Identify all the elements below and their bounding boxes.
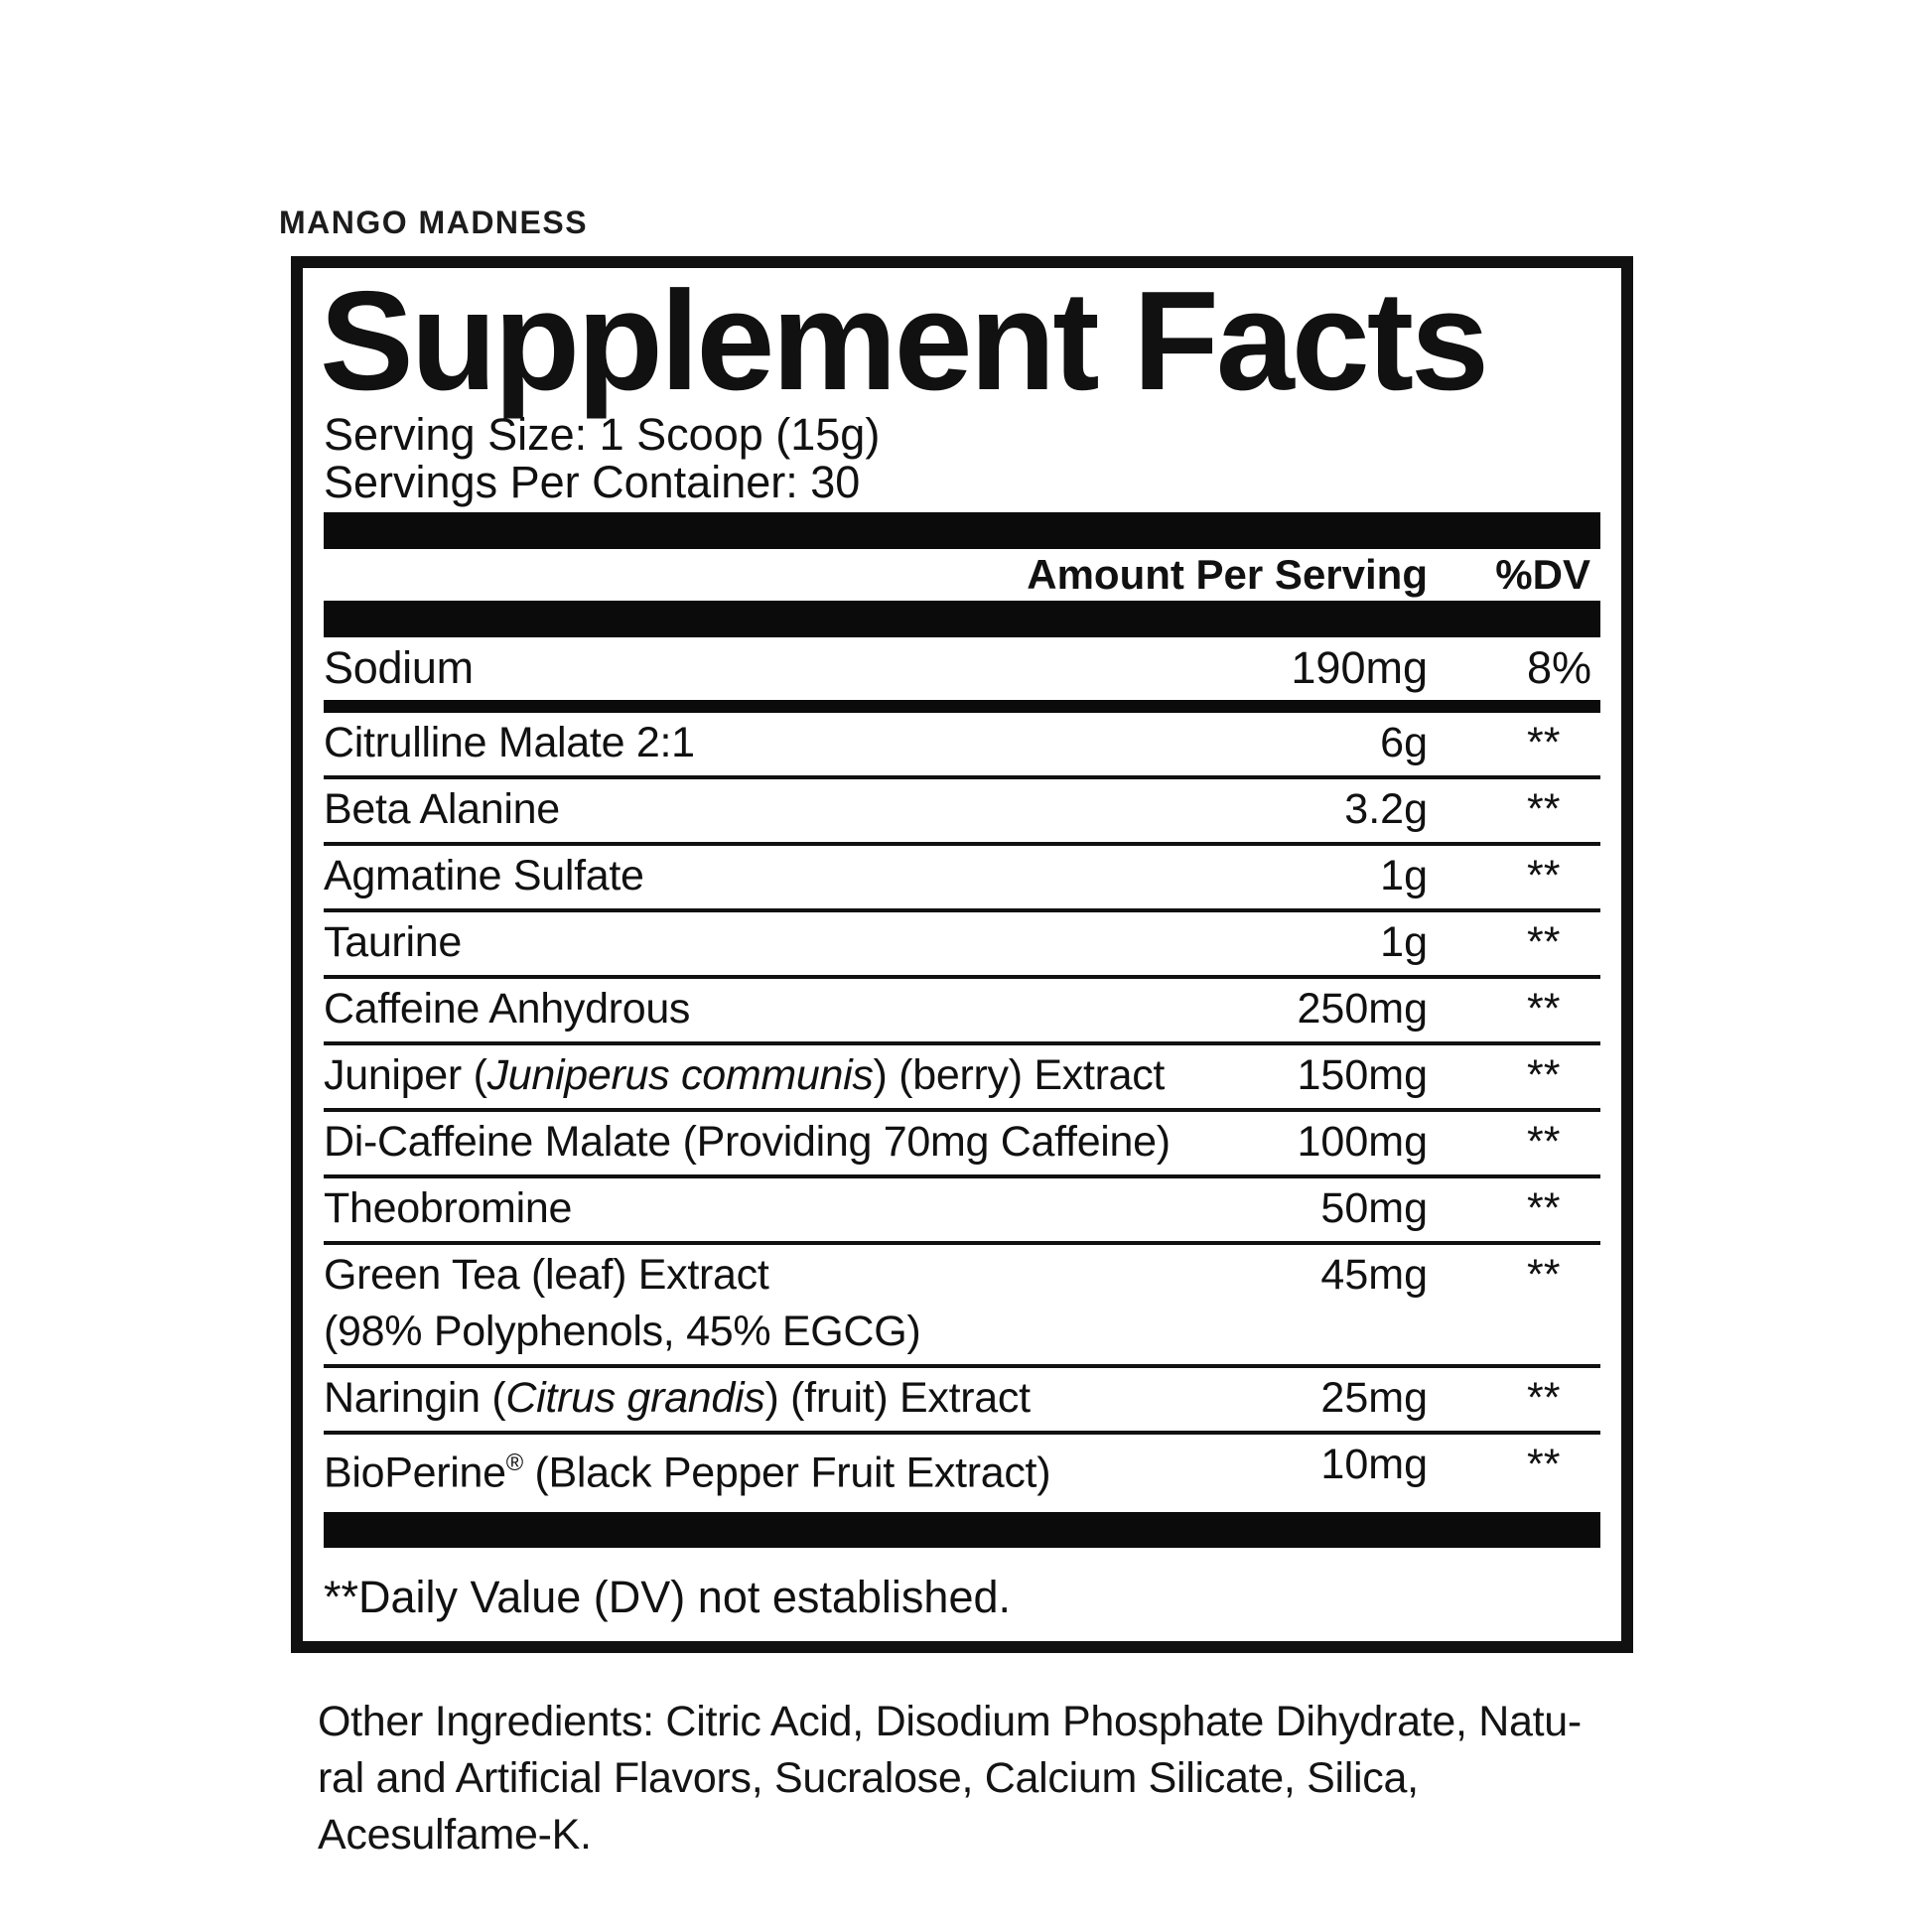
divider-bar-bottom [324, 1512, 1600, 1548]
ingredient-dv: 8% [1527, 642, 1592, 694]
ingredient-dv: ** [1527, 1441, 1561, 1489]
ingredient-amount: 190mg [1291, 642, 1428, 694]
divider-bar-header [324, 601, 1600, 637]
ingredient-name: BioPerine® (Black Pepper Fruit Extract) [324, 1449, 1051, 1497]
ingredient-dv: ** [1527, 1118, 1561, 1167]
ingredient-amount: 100mg [1297, 1118, 1428, 1167]
ingredient-amount: 150mg [1297, 1051, 1428, 1100]
ingredient-dv: ** [1527, 1051, 1561, 1100]
ingredient-amount: 50mg [1320, 1184, 1428, 1233]
panel-title: Supplement Facts [320, 262, 1487, 420]
ingredient-name: Green Tea (leaf) Extract (98% Polyphenols, 45% EGCG) [324, 1251, 921, 1356]
ingredient-name: Caffeine Anhydrous [324, 985, 691, 1034]
ingredient-rows [324, 713, 1600, 1505]
other-ingredients-line: Other Ingredients: Citric Acid, Disodium Phosphate Dihydrate, Natu- [318, 1698, 1582, 1745]
table-row [324, 1435, 1600, 1505]
divider-bar-top [324, 512, 1600, 549]
other-ingredients-line: ral and Artificial Flavors, Sucralose, Calcium Silicate, Silica, [318, 1754, 1419, 1802]
ingredient-name: Theobromine [324, 1184, 573, 1233]
table-row [324, 979, 1600, 1045]
ingredient-dv: ** [1527, 785, 1561, 834]
ingredient-name: Sodium [324, 642, 474, 694]
ingredient-amount: 250mg [1297, 985, 1428, 1034]
other-ingredients [318, 1694, 1582, 1863]
servings-per-container: Servings Per Container: 30 [324, 457, 861, 508]
table-row [324, 1245, 1600, 1368]
table-row [324, 1045, 1600, 1112]
percent-dv-header: %DV [1495, 551, 1590, 599]
ingredient-name: Beta Alanine [324, 785, 560, 834]
ingredient-amount: 6g [1380, 719, 1428, 767]
ingredient-amount: 1g [1380, 852, 1428, 900]
column-headers [324, 549, 1600, 601]
table-row [324, 1112, 1600, 1178]
other-ingredients-line: Acesulfame-K. [318, 1811, 592, 1859]
ingredient-amount: 1g [1380, 918, 1428, 967]
serving-size: Serving Size: 1 Scoop (15g) [324, 409, 881, 461]
flavor-name: MANGO MADNESS [279, 205, 589, 240]
table-row [324, 1178, 1600, 1245]
table-row-sodium [324, 637, 1600, 700]
ingredient-dv: ** [1527, 1374, 1561, 1423]
divider-bar-sodium [324, 700, 1600, 713]
ingredient-dv: ** [1527, 1251, 1561, 1300]
ingredient-amount: 10mg [1320, 1441, 1428, 1489]
ingredient-amount: 3.2g [1344, 785, 1428, 834]
ingredient-dv: ** [1527, 918, 1561, 967]
table-row [324, 713, 1600, 779]
ingredient-name: Naringin (Citrus grandis) (fruit) Extract [324, 1374, 1031, 1423]
supplement-facts-panel [291, 256, 1633, 1653]
amount-per-serving-header: Amount Per Serving [1027, 551, 1428, 599]
ingredient-dv: ** [1527, 985, 1561, 1034]
dv-footnote: **Daily Value (DV) not established. [324, 1571, 1012, 1622]
table-row [324, 1368, 1600, 1435]
ingredient-name: Di-Caffeine Malate (Providing 70mg Caffeine) [324, 1118, 1171, 1167]
ingredient-dv: ** [1527, 852, 1561, 900]
ingredient-dv: ** [1527, 719, 1561, 767]
ingredient-name: Juniper (Juniperus communis) (berry) Extract [324, 1051, 1166, 1100]
table-row [324, 846, 1600, 912]
table-row [324, 912, 1600, 979]
ingredient-amount: 25mg [1320, 1374, 1428, 1423]
ingredient-name: Agmatine Sulfate [324, 852, 644, 900]
ingredient-dv: ** [1527, 1184, 1561, 1233]
table-row [324, 779, 1600, 846]
ingredient-name: Citrulline Malate 2:1 [324, 719, 695, 767]
ingredient-amount: 45mg [1320, 1251, 1428, 1300]
ingredient-name: Taurine [324, 918, 462, 967]
